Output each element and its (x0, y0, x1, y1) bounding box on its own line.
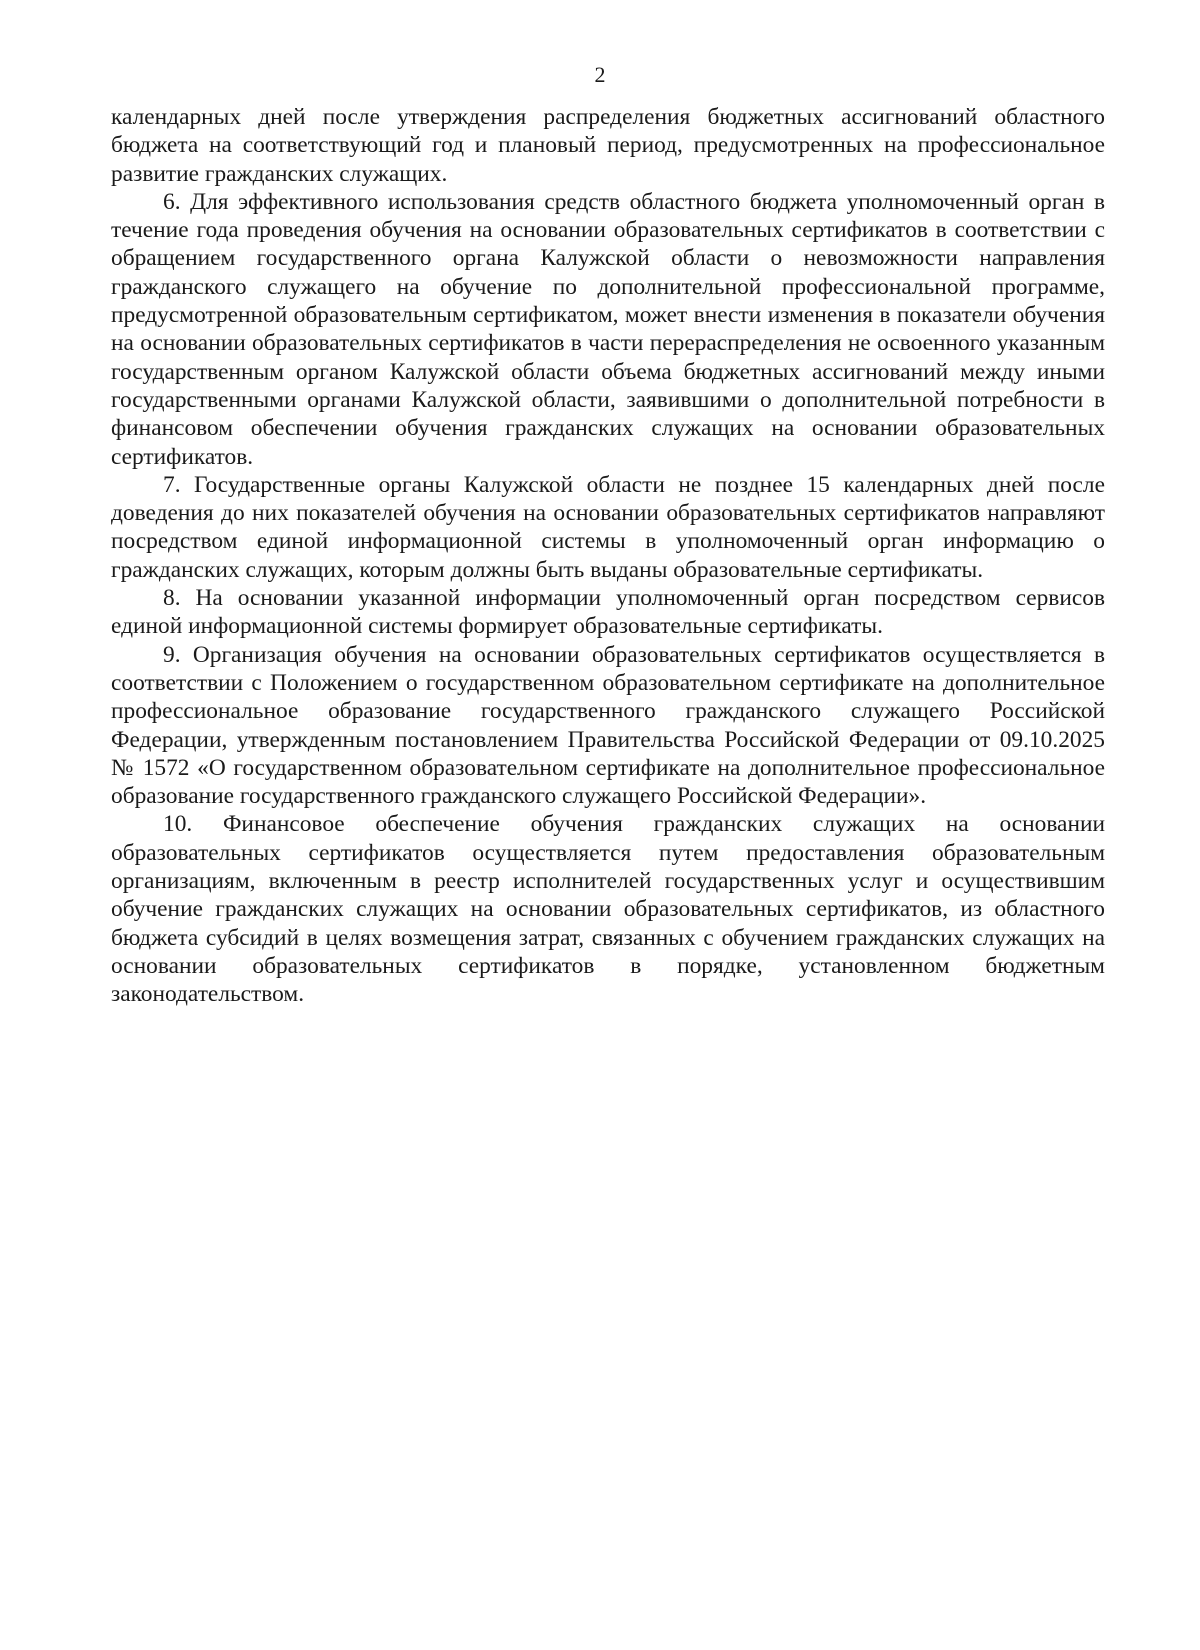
paragraph-7: 7. Государственные органы Калужской области не позднее 15 календарных дней после доведения до них показателей обучения на основании образовательных сертификатов направляют посредством единой информационной системы в уполномоченный орган информацию о гражданских служащих, которым должны быть выданы образовательные сертификаты. (111, 471, 1105, 583)
paragraph-8: 8. На основании указанной информации уполномоченный орган посредством сервисов единой информационной системы формирует образовательные сертификаты. (111, 585, 1105, 640)
page-number: 2 (594, 62, 606, 87)
paragraph-continuation: календарных дней после утверждения распределения бюджетных ассигнований областного бюджета на соответствующий год и плановый период, предусмотренных на профессиональное развитие гражданских служащих. (111, 104, 1105, 187)
paragraph-10: 10. Финансовое обеспечение обучения гражданских служащих на основании образовательных сертификатов осуществляется путем предоставления образовательным организациям, включенным в реестр исполнителей государственных услуг и осуществившим обучение гражданских служащих на основании образовательных сертификатов, из областного бюджета субсидий в целях возмещения затрат, связанных с обучением гражданских служащих на основании образовательных сертификатов в порядке, установленном бюджетным законодательством. (111, 811, 1105, 1008)
paragraph-6: 6. Для эффективного использования средств областного бюджета уполномоченный орган в течение года проведения обучения на основании образовательных сертификатов в соответствии с обращением государственного органа Калужской области о невозможности направления гражданского служащего на обучение по дополнительной профессиональной программе, предусмотренной образовательным сертификатом, может внести изменения в показатели обучения на основании образовательных сертификатов в части перераспределения не освоенного указанным государственным органом Калужской области объема бюджетных ассигнований между иными государственными органами Калужской области, заявившими о дополнительной потребности в финансовом обеспечении обучения гражданских служащих на основании образовательных сертификатов. (111, 188, 1105, 470)
document-body (111, 103, 1105, 1009)
paragraph-9: 9. Организация обучения на основании образовательных сертификатов осуществляется в соответствии с Положением о государственном образовательном сертификате на дополнительное профессиональное образование государственного гражданского служащего Российской Федерации, утвержденным постановлением Правительства Российской Федерации от 09.10.2025 № 1572 «О государственном образовательном сертификате на дополнительное профессиональное образование государственного гражданского служащего Российской Федерации». (111, 641, 1105, 810)
